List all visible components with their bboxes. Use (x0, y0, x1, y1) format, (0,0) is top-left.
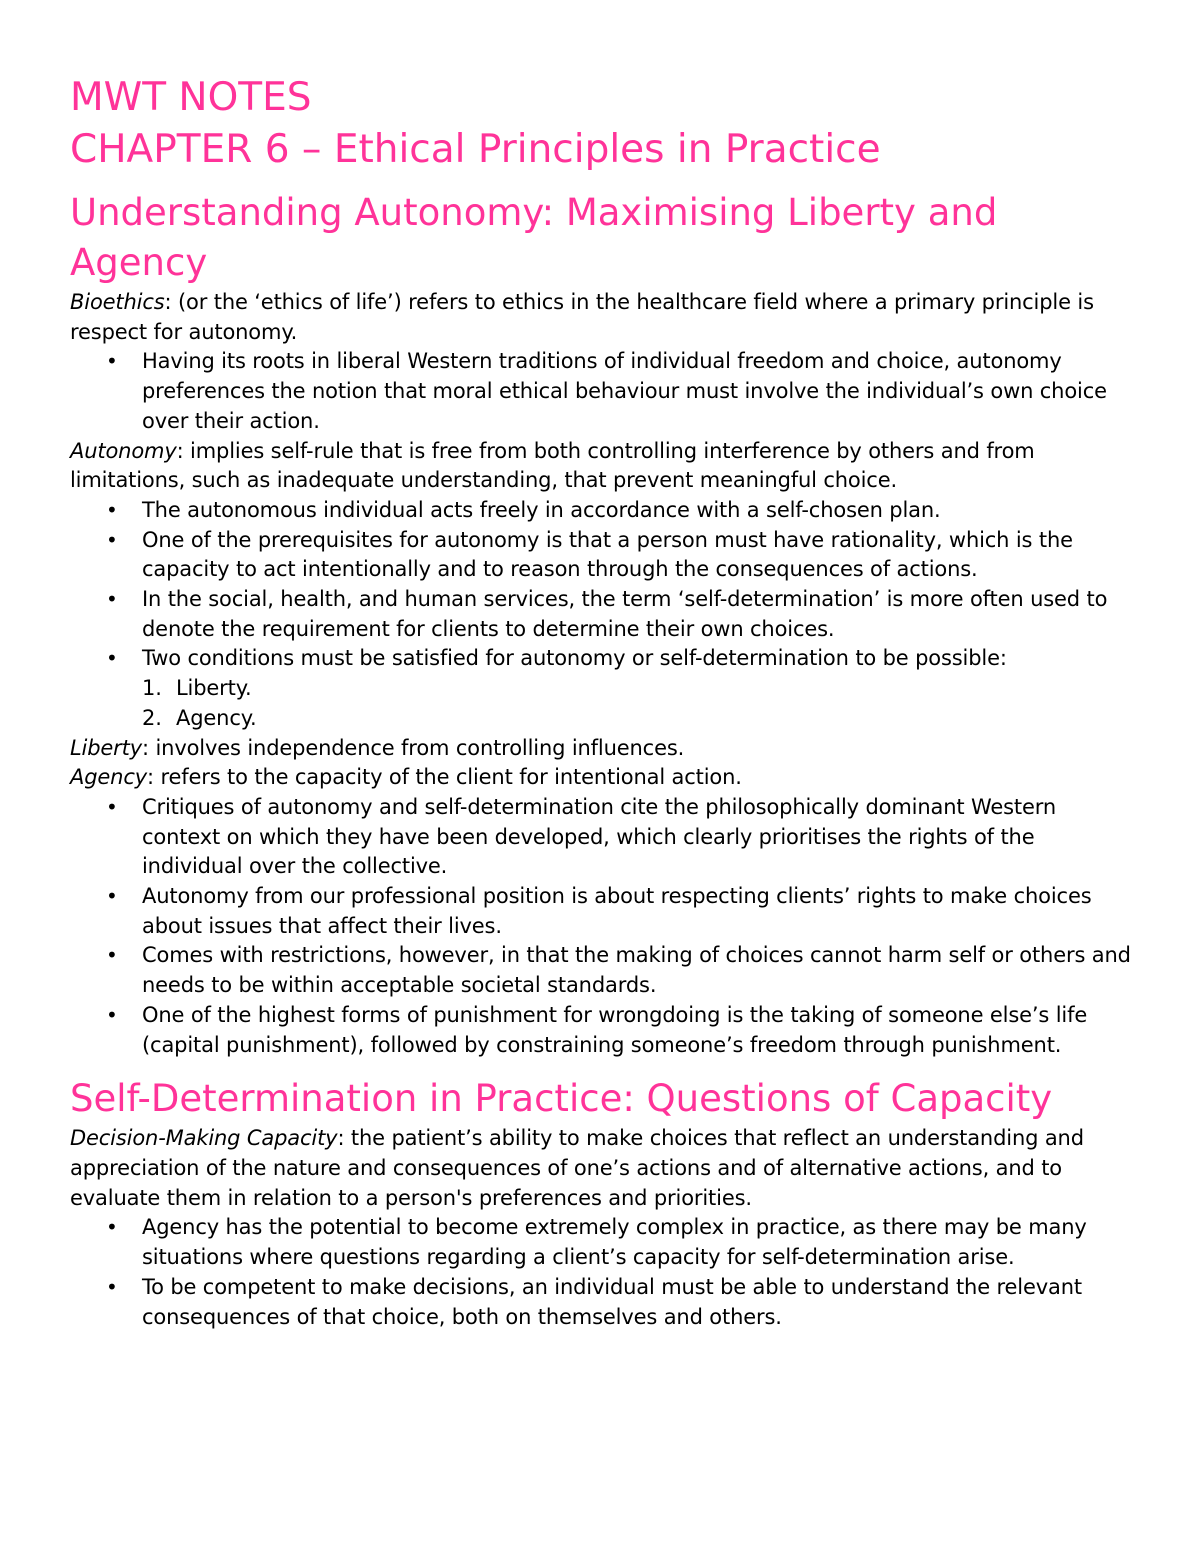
bullet-icon: • (106, 587, 118, 612)
bullet-icon: • (106, 527, 118, 552)
list-item (70, 1273, 1140, 1332)
definition-agency-text: : refers to the capacity of the client for intentional action. (147, 765, 742, 790)
numbered-item-text: Liberty. (176, 676, 252, 701)
definition-bioethics-text: : (or the ‘ethics of life’) refers to ethics in the healthcare field where a primary principle is respect for autonomy. (70, 290, 1094, 344)
list-item (70, 793, 1140, 882)
definition-decision-making-capacity (70, 1124, 1140, 1213)
bullet-icon: • (106, 497, 118, 522)
term-agency: Agency (70, 765, 147, 790)
definition-bioethics (70, 288, 1140, 347)
bioethics-bullet-list (70, 347, 1140, 436)
term-decision-making-capacity: Decision-Making Capacity (70, 1126, 338, 1151)
bullet-icon: • (106, 884, 118, 909)
list-item-text: To be competent to make decisions, an individual must be able to understand the relevant consequences of that choice, both on themselves and others. (142, 1274, 1082, 1329)
list-item-text: Two conditions must be satisfied for autonomy or self-determination to be possible: (142, 646, 1007, 671)
bullet-icon: • (106, 1274, 118, 1299)
definition-agency (70, 763, 1140, 793)
bullet-icon: • (106, 794, 118, 819)
bullet-icon: • (106, 943, 118, 968)
numbered-item-number: 2. (142, 705, 162, 730)
numbered-item-text: Agency. (176, 705, 257, 730)
list-item (70, 496, 1140, 526)
section-heading-autonomy: Understanding Autonomy: Maximising Liberty and Agency (70, 191, 998, 284)
list-item-text: Agency has the potential to become extremely complex in practice, as there may be many situations where questions regarding a client’s capacity for self-determination arise. (142, 1215, 1087, 1270)
section-heading-capacity: Self-Determination in Practice: Questions of Capacity (70, 1077, 1053, 1121)
autonomy-bullet-list (70, 496, 1140, 734)
list-item (70, 941, 1140, 1000)
conditions-numbered-list (70, 674, 1140, 733)
capacity-bullet-list (70, 1213, 1140, 1332)
term-liberty: Liberty (70, 735, 143, 760)
list-item-text: Critiques of autonomy and self-determination cite the philosophically dominant Western context on which they have been developed, which clearly prioritises the rights of the individual over the collective. (142, 794, 1057, 879)
list-item (70, 882, 1140, 941)
definition-liberty (70, 734, 1140, 764)
list-item (70, 644, 1140, 733)
bullet-icon: • (106, 1002, 118, 1027)
agency-bullet-list (70, 793, 1140, 1060)
term-bioethics: Bioethics (70, 290, 165, 314)
definition-autonomy-text: : implies self-rule that is free from both controlling interference by others and from limitations, such as inadequate understanding, that prevent meaningful choice. (70, 438, 1035, 493)
bullet-icon: • (106, 646, 118, 671)
document-title-line-1: MWT NOTES (70, 75, 312, 120)
list-item (70, 1213, 1140, 1272)
list-item-text: One of the prerequisites for autonomy is that a person must have rationality, which is the capacity to act intentionally and to reason through the consequences of actions. (142, 527, 1073, 582)
list-item-text: Autonomy from our professional position is about respecting clients’ rights to make choices about issues that affect their lives. (142, 884, 1092, 938)
bullet-icon: • (106, 349, 118, 374)
definition-autonomy (70, 437, 1140, 496)
numbered-item-agency (70, 704, 1140, 734)
list-item-text: Having its roots in liberal Western traditions of individual freedom and choice, autonomy preferences the notion that moral ethical behaviour must involve the individual’s own choice over their action. (142, 349, 1107, 433)
definition-decision-making-capacity-text: : the patient’s ability to make choices that reflect an understanding and appreciation of the nature and consequences of one’s actions and of alternative actions, and to evaluate them in relation to a person's preferences and priorities. (70, 1126, 1084, 1210)
list-item-text: Comes with restrictions, however, in that the making of choices cannot harm self or others and needs to be within acceptable societal standards. (142, 943, 1131, 998)
list-item-text: One of the highest forms of punishment for wrongdoing is the taking of someone else’s life (capital punishment), followed by constraining someone’s freedom through punishment. (142, 1002, 1088, 1057)
document-page (70, 72, 1140, 1332)
list-item-text: The autonomous individual acts freely in accordance with a self-chosen plan. (142, 497, 941, 522)
list-item (70, 1001, 1140, 1060)
term-autonomy: Autonomy (70, 438, 177, 463)
definition-liberty-text: : involves independence from controlling influences. (142, 735, 685, 760)
list-item (70, 347, 1140, 436)
bullet-icon: • (106, 1215, 118, 1240)
list-item (70, 526, 1140, 585)
list-item (70, 585, 1140, 644)
list-item-text: In the social, health, and human services, the term ‘self-determination’ is more often used to denote the requirement for clients to determine their own choices. (142, 587, 1108, 641)
numbered-item-liberty (70, 674, 1140, 704)
document-title-line-2: CHAPTER 6 – Ethical Principles in Practice (70, 127, 881, 172)
numbered-item-number: 1. (142, 676, 162, 701)
